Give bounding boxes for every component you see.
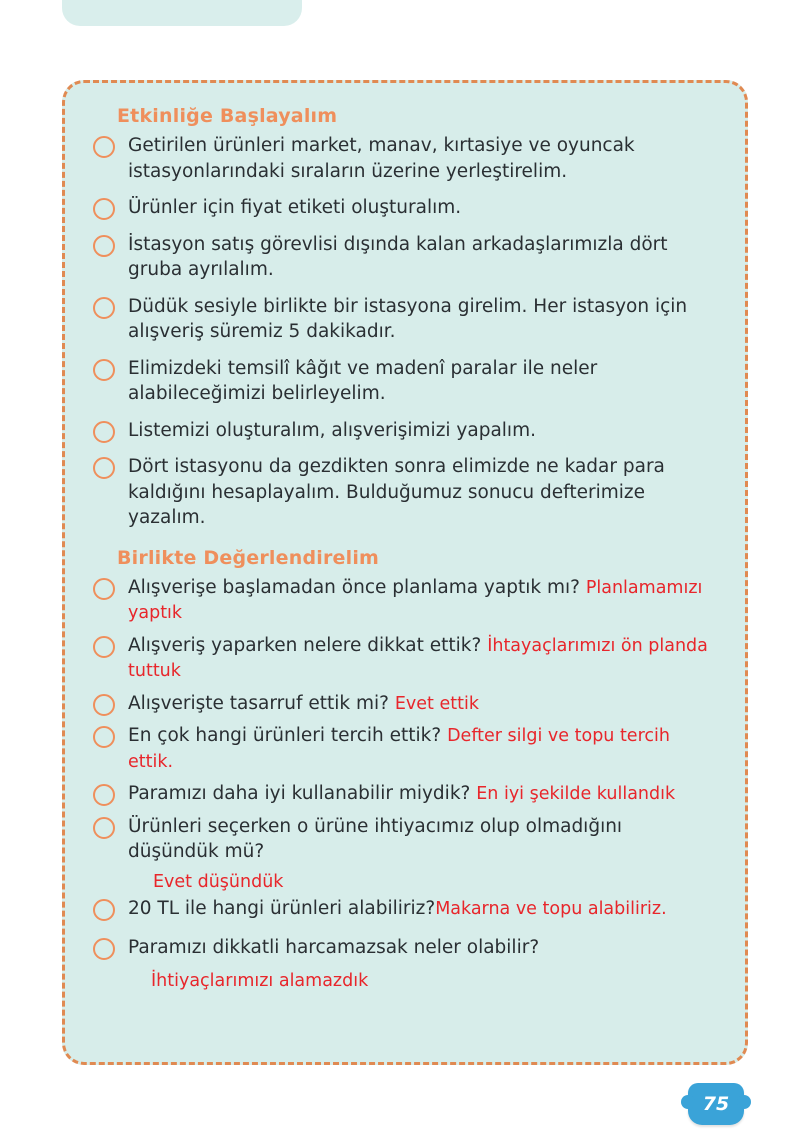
- circle-bullet-icon[interactable]: [93, 784, 115, 806]
- list-item: [93, 691, 717, 717]
- activity-step-text: Dört istasyonu da gezdikten sonra elimizde ne kadar para kaldığını hesaplayalım. Bulduğumuz sonucu defterimize yazalım.: [128, 456, 665, 529]
- activity-card: [62, 80, 748, 1065]
- handwritten-answer: En iyi şekilde kullandık: [476, 784, 676, 805]
- list-item: [93, 356, 717, 407]
- evaluation-question-text: [128, 896, 667, 922]
- evaluation-question-text: [128, 633, 717, 684]
- list-item: [93, 232, 717, 283]
- circle-bullet-icon[interactable]: [93, 136, 115, 158]
- circle-bullet-icon[interactable]: [93, 198, 115, 220]
- circle-bullet-icon[interactable]: [93, 578, 115, 600]
- question-text: Alışverişe başlamadan önce planlama yaptık mı?: [128, 576, 580, 598]
- evaluation-question-text: Ürünleri seçerken o ürüne ihtiyacımız olup olmadığını düşündük mü?: [128, 815, 623, 863]
- list-item: [93, 781, 717, 807]
- list-item: [93, 418, 717, 444]
- handwritten-answer: İhtiyaçlarımızı alamazdık: [151, 970, 369, 991]
- activity-step-text: Getirilen ürünleri market, manav, kırtasiye ve oyuncak istasyonlarındaki sıraların üzerine yerleştirelim.: [128, 135, 635, 182]
- activity-step-text: Düdük sesiyle birlikte bir istasyona girelim. Her istasyon için alışveriş süremiz 5 dakikadır.: [128, 295, 688, 343]
- activity-start-block: [93, 105, 717, 531]
- evaluation-question-text: [128, 723, 717, 774]
- circle-bullet-icon[interactable]: [93, 421, 115, 443]
- evaluation-question-list: [93, 575, 717, 865]
- list-item: [93, 814, 717, 865]
- list-item: [93, 195, 717, 221]
- list-item: [93, 575, 717, 626]
- section-title-activity-start: Etkinliğe Başlayalım: [117, 105, 338, 127]
- circle-bullet-icon[interactable]: [93, 726, 115, 748]
- list-item: [93, 454, 717, 531]
- circle-bullet-icon[interactable]: [93, 899, 115, 921]
- list-item: [93, 294, 717, 345]
- evaluation-question-list-continued: [93, 896, 717, 961]
- list-item: [93, 633, 717, 684]
- evaluation-question-text: Paramızı dikkatli harcamazsak neler olabilir?: [128, 937, 540, 959]
- handwritten-answer: Defter silgi ve topu tercih ettik.: [128, 726, 670, 772]
- question-text: Alışverişte tasarruf ettik mi?: [128, 692, 389, 714]
- page-top-tab-decoration: [62, 0, 302, 26]
- circle-bullet-icon[interactable]: [93, 359, 115, 381]
- section-title-evaluation: Birlikte Değerlendirelim: [117, 546, 380, 569]
- question-text: En çok hangi ürünleri tercih ettik?: [128, 725, 442, 747]
- list-item: [93, 935, 717, 961]
- circle-bullet-icon[interactable]: [93, 817, 115, 839]
- evaluation-question-text: [128, 575, 717, 626]
- handwritten-answer: Evet düşündük: [153, 871, 284, 892]
- list-item: [93, 723, 717, 774]
- activity-step-text: Elimizdeki temsilî kâğıt ve madenî paralar ile neler alabileceğimizi belirleyelim.: [128, 357, 598, 405]
- circle-bullet-icon[interactable]: [93, 636, 115, 658]
- circle-bullet-icon[interactable]: [93, 938, 115, 960]
- circle-bullet-icon[interactable]: [93, 297, 115, 319]
- handwritten-answer: Planlamamızı yaptık: [128, 577, 703, 624]
- handwritten-answer: Evet ettik: [394, 693, 479, 714]
- activity-step-text: İstasyon satış görevlisi dışında kalan arkadaşlarımızla dört gruba ayrılalım.: [128, 233, 668, 281]
- page-number-badge: 75: [688, 1083, 744, 1125]
- list-item: [93, 133, 717, 184]
- circle-bullet-icon[interactable]: [93, 694, 115, 716]
- circle-bullet-icon[interactable]: [93, 457, 115, 479]
- handwritten-answer: İhtayaçlarımızı ön planda tuttuk: [128, 635, 708, 682]
- question-text: 20 TL ile hangi ürünleri alabiliriz?: [128, 897, 436, 919]
- evaluation-question-text: [128, 691, 479, 717]
- activity-step-text: Ürünler için fiyat etiketi oluşturalım.: [128, 197, 462, 219]
- question-text: Paramızı daha iyi kullanabilir miydik?: [128, 783, 471, 805]
- handwritten-answer: Makarna ve topu alabiliriz.: [435, 898, 667, 919]
- circle-bullet-icon[interactable]: [93, 235, 115, 257]
- activity-step-list: [93, 133, 717, 531]
- question-text: Alışveriş yaparken nelere dikkat ettik?: [128, 634, 482, 656]
- evaluation-question-text: [128, 781, 675, 807]
- activity-step-text: Listemizi oluşturalım, alışverişimizi yapalım.: [128, 419, 536, 441]
- evaluation-block: [93, 547, 717, 991]
- list-item: [93, 896, 717, 922]
